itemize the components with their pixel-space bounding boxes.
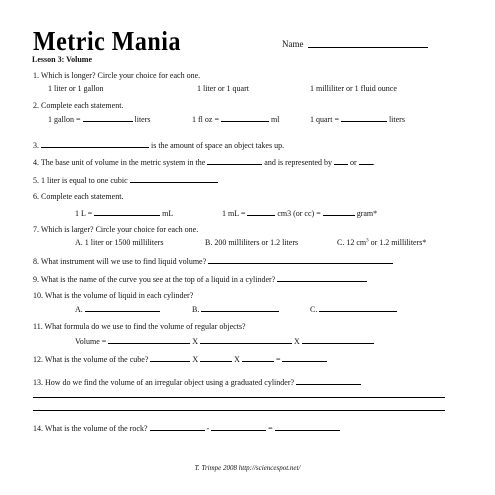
q7-c-prefix: C. 12 cm — [337, 238, 367, 247]
q13-answer-line-2 — [33, 410, 445, 411]
q2-c-prefix: 1 quart = — [310, 115, 339, 124]
q2-b-prefix: 1 fl oz = — [192, 115, 219, 124]
q2-c-suffix: liters — [388, 115, 405, 124]
question-13 — [33, 377, 361, 387]
q6-b-mid: cm3 (or cc) = — [277, 209, 321, 218]
q8-text: 8. What instrument will we use to find liquid volume? — [33, 257, 207, 266]
name-label: Name — [282, 39, 304, 49]
q9-blank — [277, 274, 367, 282]
question-3 — [33, 140, 284, 150]
q4-unit-blank — [207, 157, 262, 165]
q14-blank-1 — [150, 423, 205, 431]
q6-statement-a — [75, 208, 173, 218]
question-5 — [33, 175, 218, 185]
q4-text: 4. The base unit of volume in the metric system in the — [33, 158, 206, 167]
q3-number: 3. — [33, 141, 39, 150]
q11-blank-2 — [200, 336, 292, 344]
question-8 — [33, 256, 393, 266]
q2-statement-a — [48, 114, 151, 124]
q2-b-blank — [221, 114, 269, 122]
q4-symbol-blank-2 — [359, 157, 373, 165]
q6-a-suffix: mL — [162, 209, 174, 218]
question-6: 6. Complete each statement. — [33, 192, 124, 201]
q4-mid: and is represented by — [264, 158, 333, 167]
q12-answer-blank — [282, 354, 327, 362]
q10-a-label: A. — [75, 305, 83, 314]
q9-text: 9. What is the name of the curve you see at the top of a liquid in a cylinder? — [33, 275, 276, 284]
q8-blank — [208, 256, 393, 264]
question-9 — [33, 274, 367, 284]
q3-text: is the amount of space an object takes up. — [151, 141, 285, 150]
q12-blank-2 — [200, 354, 232, 362]
q11-blank-3 — [302, 336, 374, 344]
q2-statement-b — [192, 114, 279, 124]
q2-a-blank — [83, 114, 133, 122]
footer-credit: T. Trimpe 2008 http://sciencespot.net/ — [194, 464, 301, 472]
q14-blank-2 — [211, 423, 266, 431]
q2-b-suffix: ml — [270, 115, 280, 124]
q11-formula — [75, 336, 374, 346]
name-field-line — [308, 47, 428, 48]
q6-a-blank — [94, 208, 160, 216]
q4-or: or — [350, 158, 357, 167]
q1-option-c: 1 milliliter or 1 fluid ounce — [310, 84, 397, 93]
q10-a-blank — [85, 304, 160, 312]
question-10: 10. What is the volume of liquid in each cylinder? — [33, 291, 194, 300]
q6-a-prefix: 1 L = — [75, 209, 93, 218]
question-1: 1. Which is longer? Circle your choice for each one. — [33, 71, 201, 80]
q2-a-suffix: liters — [134, 115, 151, 124]
q6-b-prefix: 1 mL = — [222, 209, 246, 218]
q4-symbol-blank-1 — [334, 157, 348, 165]
q12-text: 12. What is the volume of the cube? — [33, 355, 149, 364]
q13-blank — [296, 377, 361, 385]
q6-b-blank-2 — [323, 208, 355, 216]
question-4: 4. The base unit of volume in the metric system in the and is represented by or . — [33, 158, 375, 167]
q10-b-label: B. — [192, 305, 200, 314]
question-11: 11. What formula do we use to find the volume of regular objects? — [33, 322, 246, 331]
q7-c-suffix: or 1.2 milliliters* — [368, 238, 427, 247]
q10-cylinder-a — [75, 304, 160, 314]
q11-times-2: X — [294, 337, 300, 346]
q10-c-blank — [319, 304, 397, 312]
q13-text: 13. How do we find the volume of an irregular object using a graduated cylinder? — [33, 378, 295, 387]
q10-b-blank — [201, 304, 279, 312]
q2-a-prefix: 1 gallon = — [48, 115, 81, 124]
q14-minus: - — [206, 424, 210, 433]
lesson-heading: Lesson 3: Volume — [32, 55, 93, 64]
q7-option-c — [337, 238, 426, 247]
question-7: 7. Which is larger? Circle your choice for each one. — [33, 225, 199, 234]
q5-text: 5. 1 liter is equal to one cubic — [33, 176, 128, 185]
q7-option-a: A. 1 liter or 1500 milliliters — [75, 238, 164, 247]
q14-answer-blank — [275, 423, 340, 431]
q10-cylinder-b — [192, 304, 279, 314]
q3-blank — [41, 140, 149, 148]
q1-option-a: 1 liter or 1 gallon — [48, 84, 104, 93]
q6-statement-b — [222, 208, 377, 218]
q10-cylinder-c — [310, 304, 397, 314]
q12-equals: = — [275, 355, 281, 364]
q7-c-superscript: 3 — [366, 238, 369, 244]
q14-equals: = — [268, 424, 273, 433]
q11-lhs: Volume = — [75, 337, 107, 346]
q5-blank — [130, 175, 218, 183]
q11-times-1: X — [192, 337, 199, 346]
q7-option-b: B. 200 milliliters or 1.2 liters — [205, 238, 299, 247]
q13-answer-line-1 — [33, 397, 445, 398]
q12-times-2: X — [234, 355, 240, 364]
q6-b-blank-1 — [247, 208, 275, 216]
q12-times-1: X — [192, 355, 199, 364]
q2-statement-c — [310, 114, 405, 124]
question-2: 2. Complete each statement. — [33, 101, 124, 110]
worksheet-title: Metric Mania — [33, 27, 181, 57]
question-12 — [33, 354, 327, 364]
q14-text: 14. What is the volume of the rock? — [33, 424, 148, 433]
q2-c-blank — [341, 114, 387, 122]
q11-blank-1 — [108, 336, 190, 344]
question-14 — [33, 423, 340, 433]
q1-option-b: 1 liter or 1 quart — [197, 84, 249, 93]
q12-blank-3 — [242, 354, 274, 362]
q6-b-suffix: gram* — [356, 209, 378, 218]
q10-c-label: C. — [310, 305, 318, 314]
q12-blank-1 — [150, 354, 190, 362]
